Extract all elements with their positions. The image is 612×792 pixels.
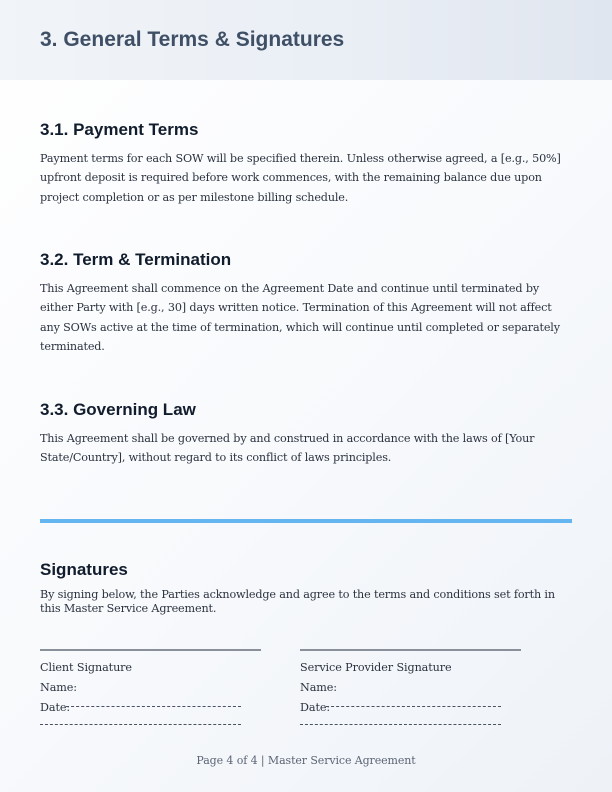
client-signature-label: Client Signature — [40, 661, 132, 674]
section-heading: 3.1. Payment Terms — [40, 120, 199, 139]
section-body: This Agreement shall be governed by and construed in accordance with the laws of [Your State/Country], without regard to its conflict of laws principles. — [40, 432, 535, 465]
provider-name-label: Name: — [300, 681, 337, 694]
page-title: 3. General Terms & Signatures — [40, 28, 345, 51]
section-term-termination — [40, 250, 572, 356]
client-date-field[interactable] — [66, 706, 241, 707]
section-heading: 3.2. Term & Termination — [40, 250, 232, 269]
section-governing-law — [40, 400, 572, 468]
section-body: This Agreement shall commence on the Agreement Date and continue until terminated by either Party with [e.g., 30] days written notice. Termination of this Agreement will not affect any SOWs active at the time of termination, which will continue until completed or separately terminated. — [40, 282, 560, 353]
provider-extra-line[interactable] — [300, 724, 501, 725]
client-name-label: Name: — [40, 681, 77, 694]
provider-signature-line[interactable] — [300, 649, 521, 651]
section-body: Payment terms for each SOW will be specified therein. Unless otherwise agreed, a [e.g., 50%] upfront deposit is required before work commences, with the remaining balance due upon project completion or as per milestone billing schedule. — [40, 152, 561, 204]
signatures-intro: By signing below, the Parties acknowledge and agree to the terms and conditions set forth in this Master Service Agreement. — [40, 588, 555, 615]
client-extra-line[interactable] — [40, 724, 241, 725]
client-date-label: Date: — [40, 701, 71, 714]
provider-signature-label: Service Provider Signature — [300, 661, 452, 674]
signatures-section — [40, 560, 572, 616]
client-signature-line[interactable] — [40, 649, 261, 651]
section-heading: 3.3. Governing Law — [40, 400, 196, 419]
signatures-heading: Signatures — [40, 560, 128, 579]
section-payment-terms — [40, 120, 572, 207]
section-divider — [40, 519, 572, 523]
provider-date-label: Date: — [300, 701, 331, 714]
provider-signature-block — [300, 649, 530, 718]
client-signature-block — [40, 649, 270, 718]
provider-date-field[interactable] — [326, 706, 501, 707]
page-footer: Page 4 of 4 | Master Service Agreement — [196, 754, 416, 767]
page-header — [0, 0, 612, 80]
